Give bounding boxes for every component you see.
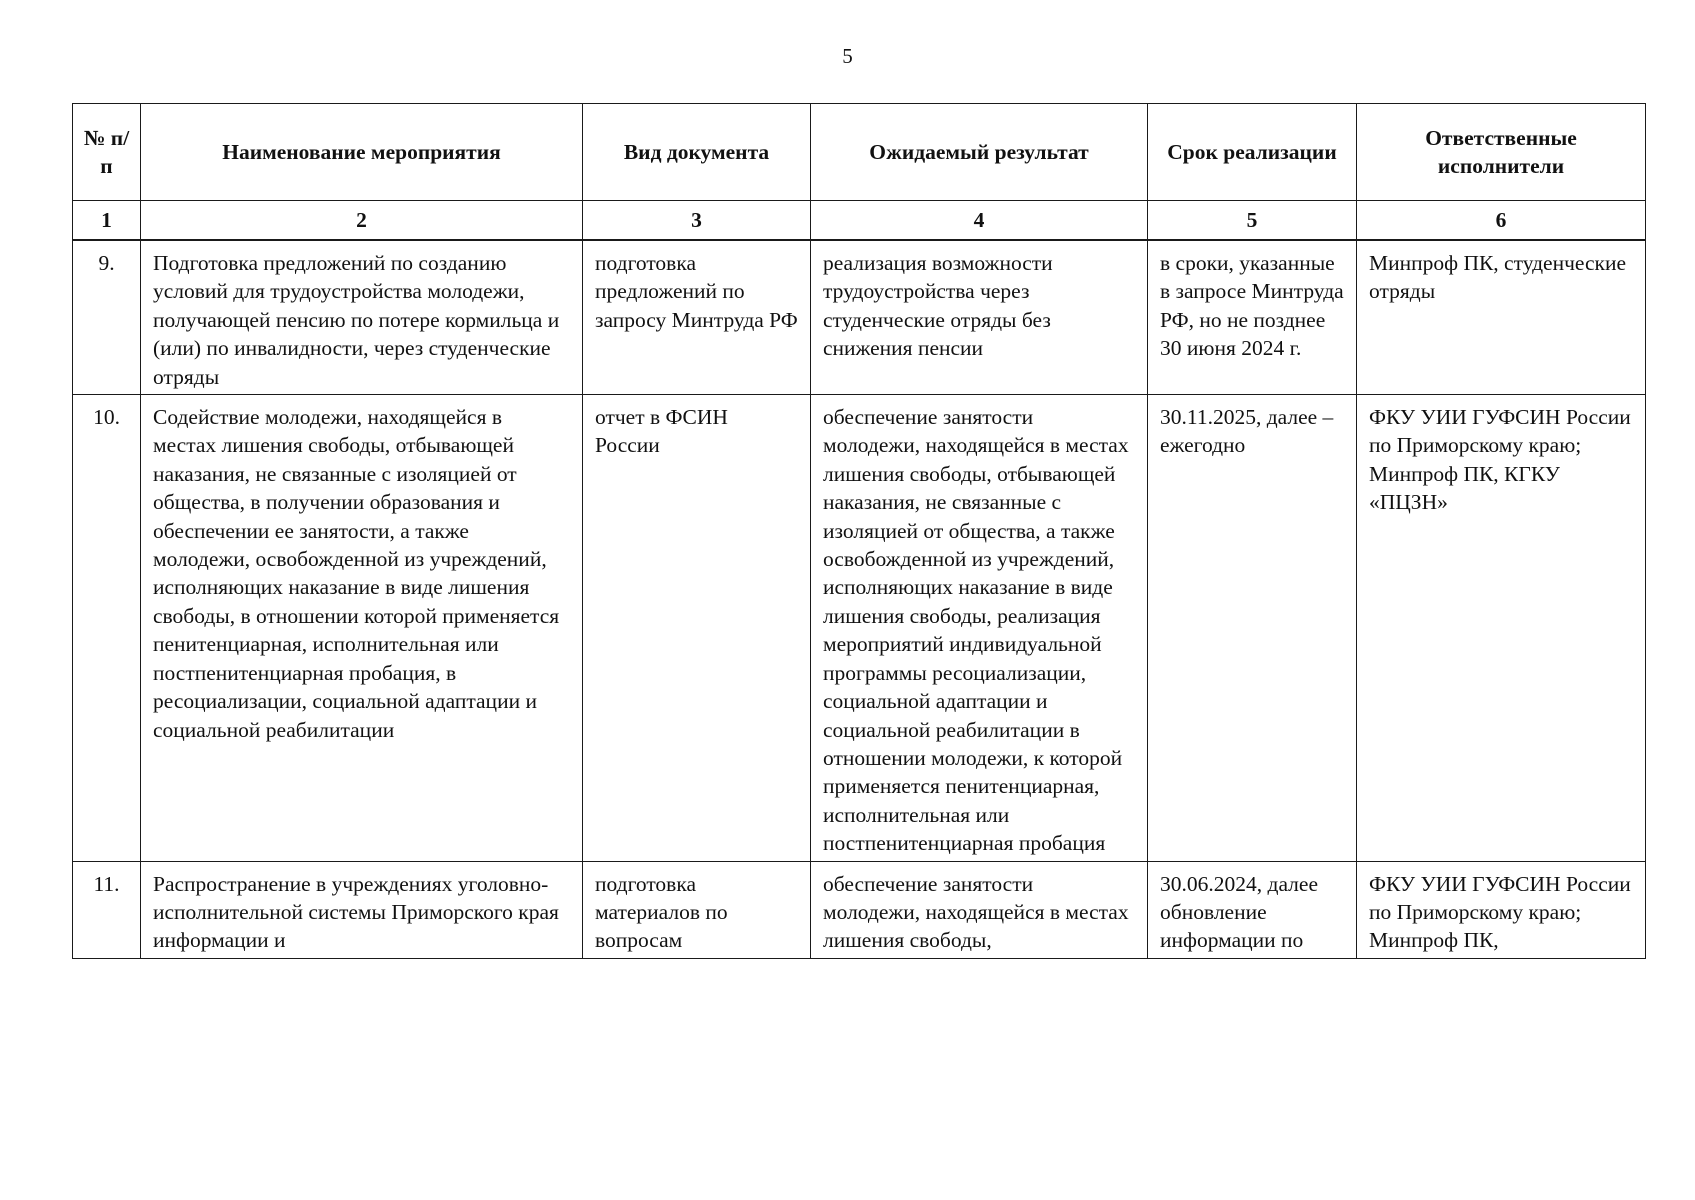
deadline: 30.11.2025, далее – ежегодно xyxy=(1148,395,1357,862)
row-number: 10. xyxy=(73,395,141,862)
expected-result: обеспечение занятости молодежи, находящейся в местах лишения свободы, xyxy=(811,861,1148,958)
executors: ФКУ УИИ ГУФСИН России по Приморскому краю; Минпроф ПК, xyxy=(1357,861,1646,958)
header-measure-name: Наименование мероприятия xyxy=(141,104,583,201)
column-number: 6 xyxy=(1357,201,1646,241)
column-number: 3 xyxy=(583,201,811,241)
executors: ФКУ УИИ ГУФСИН России по Приморскому краю; Минпроф ПК, КГКУ «ПЦЗН» xyxy=(1357,395,1646,862)
row-number: 11. xyxy=(73,861,141,958)
header-expected-result: Ожидаемый результат xyxy=(811,104,1148,201)
column-number: 4 xyxy=(811,201,1148,241)
header-deadline: Срок реализации xyxy=(1148,104,1357,201)
table-row xyxy=(73,861,1646,958)
measure-name: Подготовка предложений по созданию условий для трудоустройства молодежи, получающей пенсию по потере кормильца и (или) по инвалидности, через студенческие отряды xyxy=(141,240,583,395)
header-executors: Ответственные исполнители xyxy=(1357,104,1646,201)
header-document-type: Вид документа xyxy=(583,104,811,201)
expected-result: обеспечение занятости молодежи, находящейся в местах лишения свободы, отбывающей наказания, не связанные с изоляцией от общества, а также освобожденной из учреждений, исполняющих наказание в виде лишения свободы, реализация мероприятий индивидуальной программы ресоциализации, социальной адаптации и социальной реабилитации в отношении молодежи, к которой применяется пенитенциарная, исполнительная или постпенитенциарная пробация xyxy=(811,395,1148,862)
column-number: 1 xyxy=(73,201,141,241)
column-number: 2 xyxy=(141,201,583,241)
expected-result: реализация возможности трудоустройства через студенческие отряды без снижения пенсии xyxy=(811,240,1148,395)
measure-name: Распространение в учреждениях уголовно-исполнительной системы Приморского края информации и xyxy=(141,861,583,958)
measures-table xyxy=(72,103,1646,959)
header-number: № п/п xyxy=(73,104,141,201)
deadline: в сроки, указанные в запросе Минтруда РФ, но не позднее 30 июня 2024 г. xyxy=(1148,240,1357,395)
executors: Минпроф ПК, студенческие отряды xyxy=(1357,240,1646,395)
document-type: подготовка предложений по запросу Минтруда РФ xyxy=(583,240,811,395)
document-type: подготовка материалов по вопросам xyxy=(583,861,811,958)
column-number: 5 xyxy=(1148,201,1357,241)
column-numbers-row xyxy=(73,201,1646,241)
table-header-row xyxy=(73,104,1646,201)
measure-name: Содействие молодежи, находящейся в местах лишения свободы, отбывающей наказания, не связанные с изоляцией от общества, в получении образования и обеспечении ее занятости, а также молодежи, освобожденной из учреждений, исполняющих наказание в виде лишения свободы, в отношении которой применяется пенитенциарная, исполнительная или постпенитенциарная пробация, в ресоциализации, социальной адаптации и социальной реабилитации xyxy=(141,395,583,862)
page-number: 5 xyxy=(842,44,853,68)
table-row xyxy=(73,395,1646,862)
deadline: 30.06.2024, далее обновление информации по xyxy=(1148,861,1357,958)
row-number: 9. xyxy=(73,240,141,395)
document-type: отчет в ФСИН России xyxy=(583,395,811,862)
table-row xyxy=(73,240,1646,395)
